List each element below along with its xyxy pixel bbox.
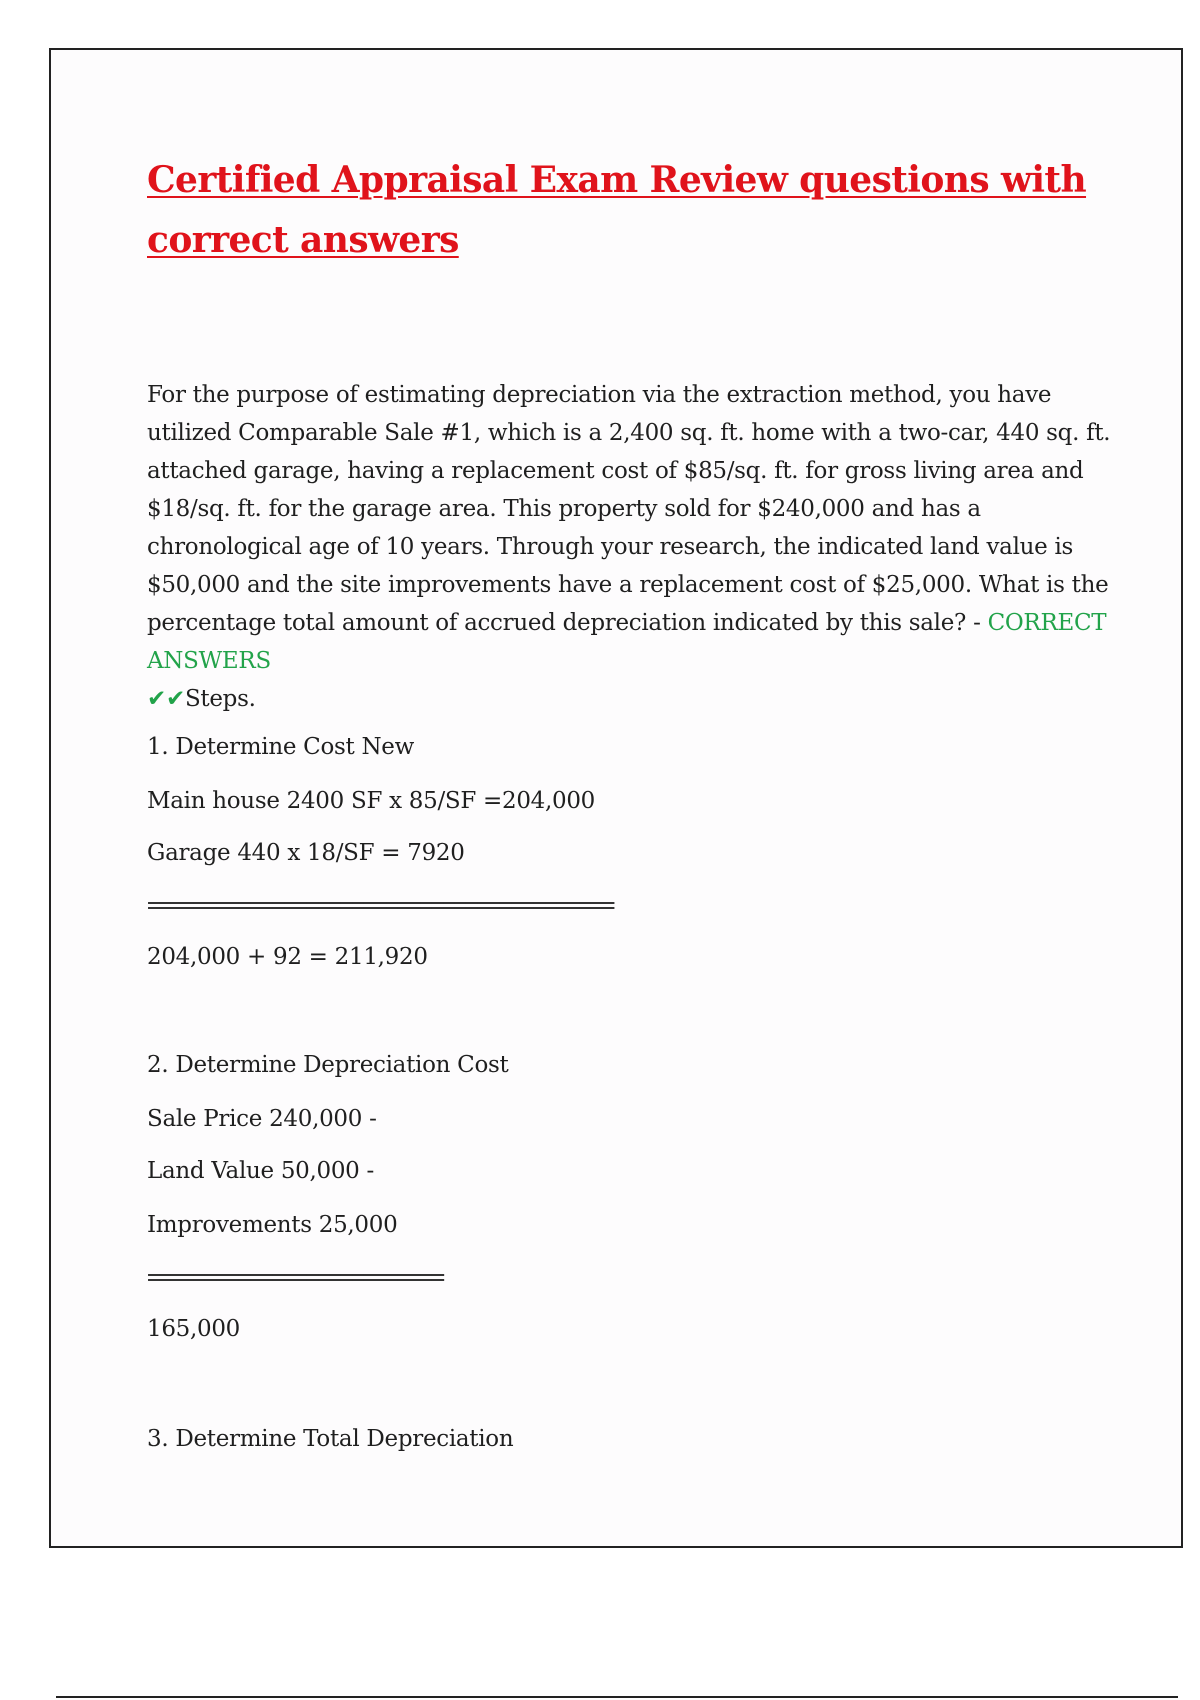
steps-label: Steps. [184, 686, 256, 712]
step2-line-improvements: Improvements 25,000 [147, 1212, 398, 1238]
step2-result: 165,000 [147, 1316, 241, 1342]
separator-long: ========================================= [147, 891, 613, 919]
correct-answers-label: CORRECT ANSWERS [147, 610, 1107, 674]
footer-divider [56, 1696, 1178, 1698]
step1-result: 204,000 + 92 = 211,920 [147, 944, 428, 970]
question-paragraph [147, 376, 1137, 718]
document-body [147, 150, 1137, 1458]
title-line-2: correct answers [147, 219, 459, 261]
title-line-1: Certified Appraisal Exam Review questions with [147, 159, 1087, 201]
step3-heading: 3. Determine Total Depreciation [147, 1426, 514, 1452]
separator-short: ========================== [147, 1263, 443, 1291]
document-page [49, 48, 1183, 1548]
step1-line-main-house: Main house 2400 SF x 85/SF =204,000 [147, 788, 596, 814]
step2-line-sale-price: Sale Price 240,000 - [147, 1106, 377, 1132]
step2-heading: 2. Determine Depreciation Cost [147, 1052, 509, 1078]
step2-line-land-value: Land Value 50,000 - [147, 1158, 374, 1184]
question-text: For the purpose of estimating depreciation via the extraction method, you have utilized Comparable Sale #1, which is a 2,400 sq. ft. home with a two-car, 440 sq. ft. attached garage, having a replacement cost of $85/sq. ft. for gross living area and $18/sq. ft. for the garage area. This property sold for $240,000 and has a chronological age of 10 years. Through your research, the indicated land value is $50,000 and the site improvements have a replacement cost of $25,000. What is the percentage total amount of accrued depreciation indicated by this sale? - [147, 382, 1111, 636]
document-title [147, 150, 1137, 270]
step1-heading: 1. Determine Cost New [147, 734, 414, 760]
checkmark-icon: ✔✔ [147, 686, 185, 712]
step1-line-garage: Garage 440 x 18/SF = 7920 [147, 840, 465, 866]
